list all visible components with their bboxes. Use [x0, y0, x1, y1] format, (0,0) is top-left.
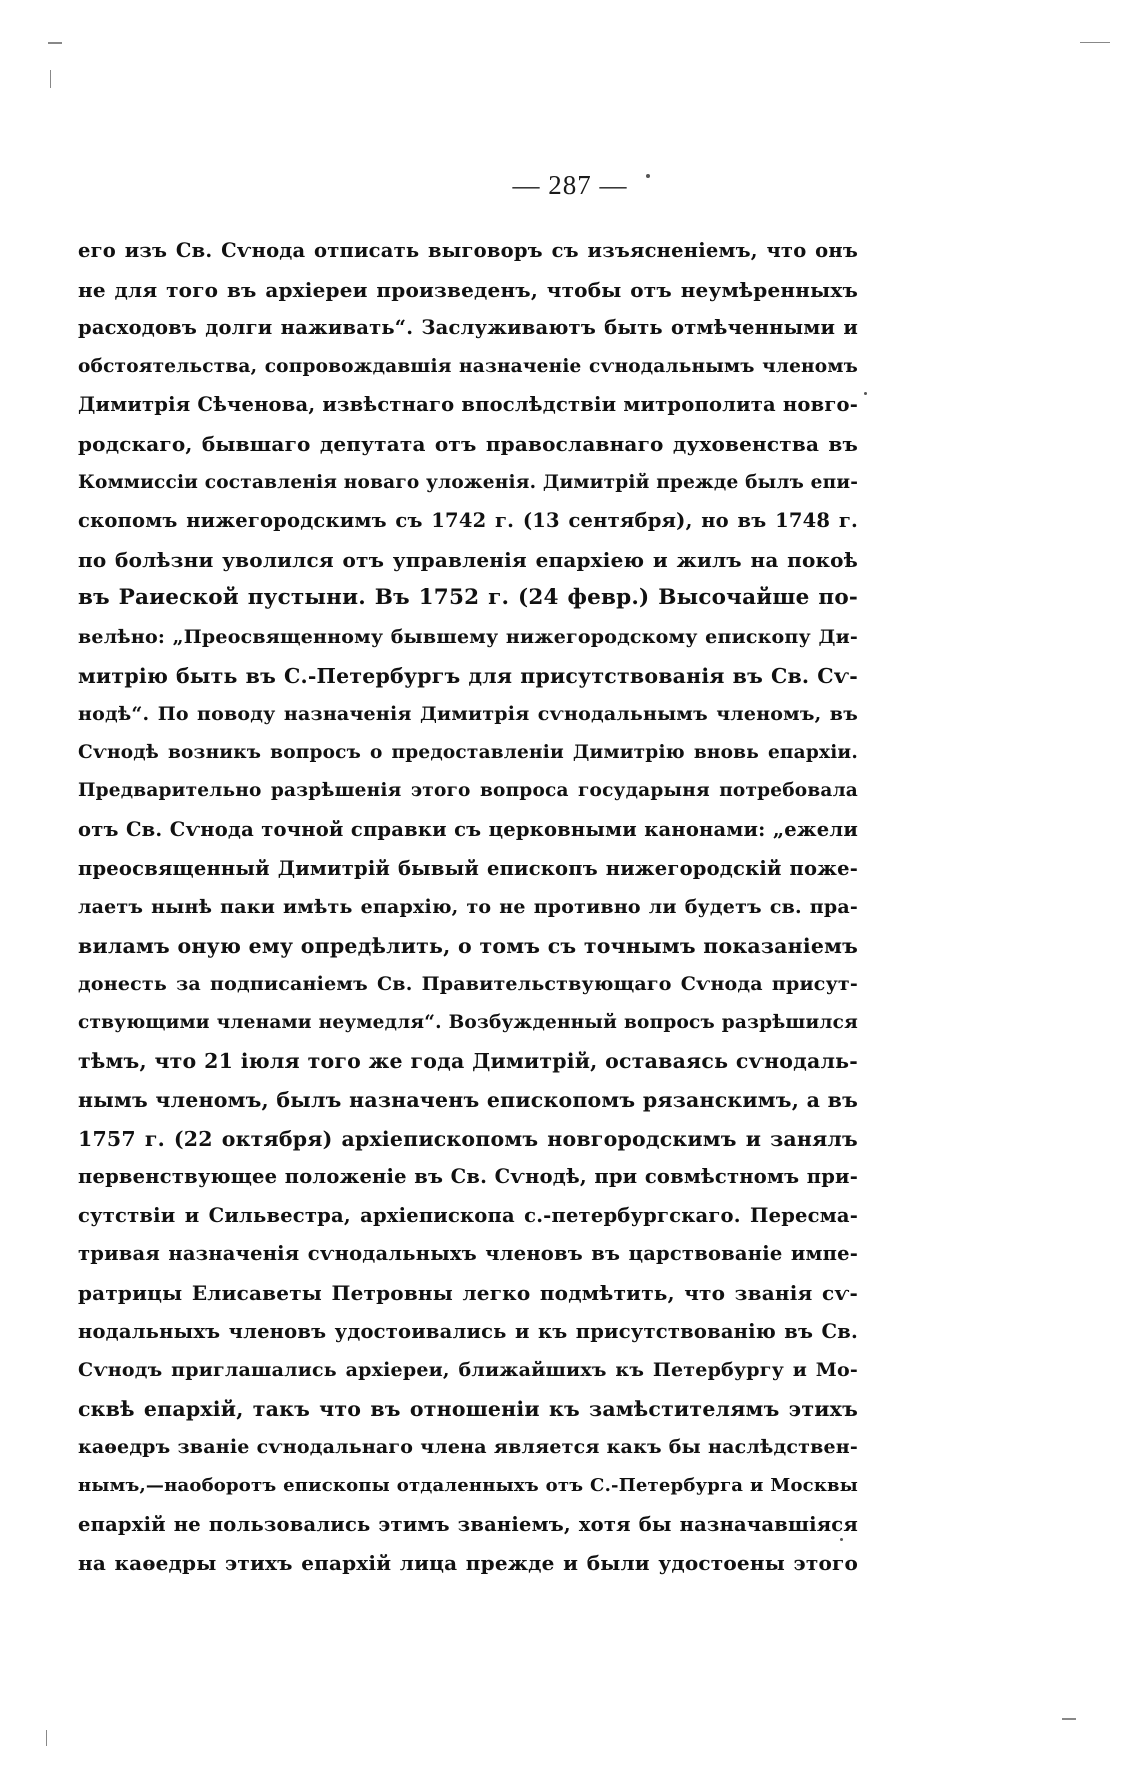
text-line: ствующими членами неумедля“. Возбужденный вопросъ разрѣшился — [78, 1011, 858, 1033]
scan-edge-mark — [48, 42, 62, 44]
text-line: тѣмъ, что 21 іюля того же года Димитрій, оставаясь сѵнодаль- — [78, 1049, 858, 1074]
scan-speck — [840, 1538, 843, 1541]
text-line: лаетъ нынѣ паки имѣть епархію, то не противно ли будетъ св. пра- — [78, 896, 858, 919]
text-line: тривая назначенія сѵнодальныхъ членовъ въ царствованіе импе- — [78, 1242, 858, 1266]
text-line: обстоятельства, сопровождавшія назначеніе сѵнодальнымъ членомъ — [78, 355, 858, 377]
text-line: на каѳедры этихъ епархій лица прежде и были удостоены этого — [78, 1551, 858, 1576]
text-line: Коммиссіи составленія новаго уложенія. Димитрій прежде былъ епи- — [78, 471, 859, 493]
scan-speck — [864, 392, 867, 395]
text-line: преосвященный Димитрій бывый епископъ нижегородскій поже- — [78, 856, 858, 880]
text-line: по болѣзни уволился отъ управленія епархіею и жилъ на покоѣ — [78, 547, 858, 572]
text-line: Предварительно разрѣшенія этого вопроса государыня потребовала — [78, 780, 858, 802]
text-line: сутствіи и Сильвестра, архіепископа с.-петербургскаго. Пересма- — [78, 1203, 858, 1227]
text-line: нодѣ“. По поводу назначенія Димитрія сѵнодальнымъ членомъ, въ — [78, 703, 858, 726]
scan-edge-mark — [46, 1730, 47, 1746]
text-line: его изъ Св. Сѵнода отписать выговоръ съ изъясненіемъ, что онъ — [78, 239, 858, 262]
body-text — [78, 232, 858, 1583]
text-line: расходовъ долги наживать“. Заслуживаютъ быть отмѣченными и — [78, 316, 858, 340]
text-line: нымъ членомъ, былъ назначенъ епископомъ рязанскимъ, а въ — [78, 1088, 858, 1113]
text-line: Димитрія Сѣченова, извѣстнаго впослѣдствіи митрополита новго- — [78, 393, 858, 417]
scan-edge-mark — [1080, 42, 1110, 43]
scan-edge-mark — [1062, 1718, 1076, 1720]
text-line: велѣно: „Преосвященному бывшему нижегородскому епископу Ди- — [78, 625, 858, 648]
scan-speck — [646, 174, 650, 178]
text-line: скопомъ нижегородскимъ съ 1742 г. (13 сентября), но въ 1748 г. — [78, 509, 858, 533]
text-line: виламъ оную ему опредѣлить, о томъ съ точнымъ показаніемъ — [78, 933, 858, 958]
text-line: каѳедръ званіе сѵнодальнаго члена является какъ бы наслѣдствен- — [78, 1436, 858, 1459]
scan-edge-mark — [50, 70, 51, 88]
text-line: 1757 г. (22 октября) архіепископомъ новгородскимъ и занялъ — [78, 1126, 858, 1151]
text-line: ратрицы Елисаветы Петровны легко подмѣтить, что званія сѵ- — [78, 1281, 858, 1306]
text-line: донесть за подписаніемъ Св. Правительствующаго Сѵнода присут- — [78, 973, 858, 996]
text-line: первенствующее положеніе въ Св. Сѵнодѣ, при совмѣстномъ при- — [78, 1165, 858, 1189]
text-line: епархій не пользовались этимъ званіемъ, хотя бы назначавшіяся — [78, 1512, 858, 1536]
text-line: сквѣ епархій, такъ что въ отношеніи къ замѣстителямъ этихъ — [78, 1396, 858, 1421]
text-line: Сѵнодѣ возникъ вопросъ о предоставленіи Димитрію вновь епархіи. — [78, 741, 858, 763]
text-line: родскаго, бывшаго депутата отъ православнаго духовенства въ — [78, 431, 858, 456]
page-number: — 287 — — [512, 170, 628, 200]
text-line: не для того въ архіереи произведенъ, чтобы отъ неумѣренныхъ — [78, 277, 858, 302]
text-line: нымъ,—наоборотъ епископы отдаленныхъ отъ С.-Петербурга и Москвы — [78, 1475, 858, 1496]
text-line: Сѵнодъ приглашались архіереи, ближайшихъ къ Петербургу и Мо- — [78, 1359, 858, 1382]
text-line: митрію быть въ С.-Петербургъ для присутствованія въ Св. Сѵ- — [78, 663, 858, 688]
text-line: нодальныхъ членовъ удостоивались и къ присутствованію въ Св. — [78, 1319, 858, 1343]
text-line: отъ Св. Сѵнода точной справки съ церковными канонами: „ежели — [78, 817, 858, 841]
text-line: въ Раиеской пустыни. Въ 1752 г. (24 февр.) Высочайше по- — [78, 585, 858, 611]
